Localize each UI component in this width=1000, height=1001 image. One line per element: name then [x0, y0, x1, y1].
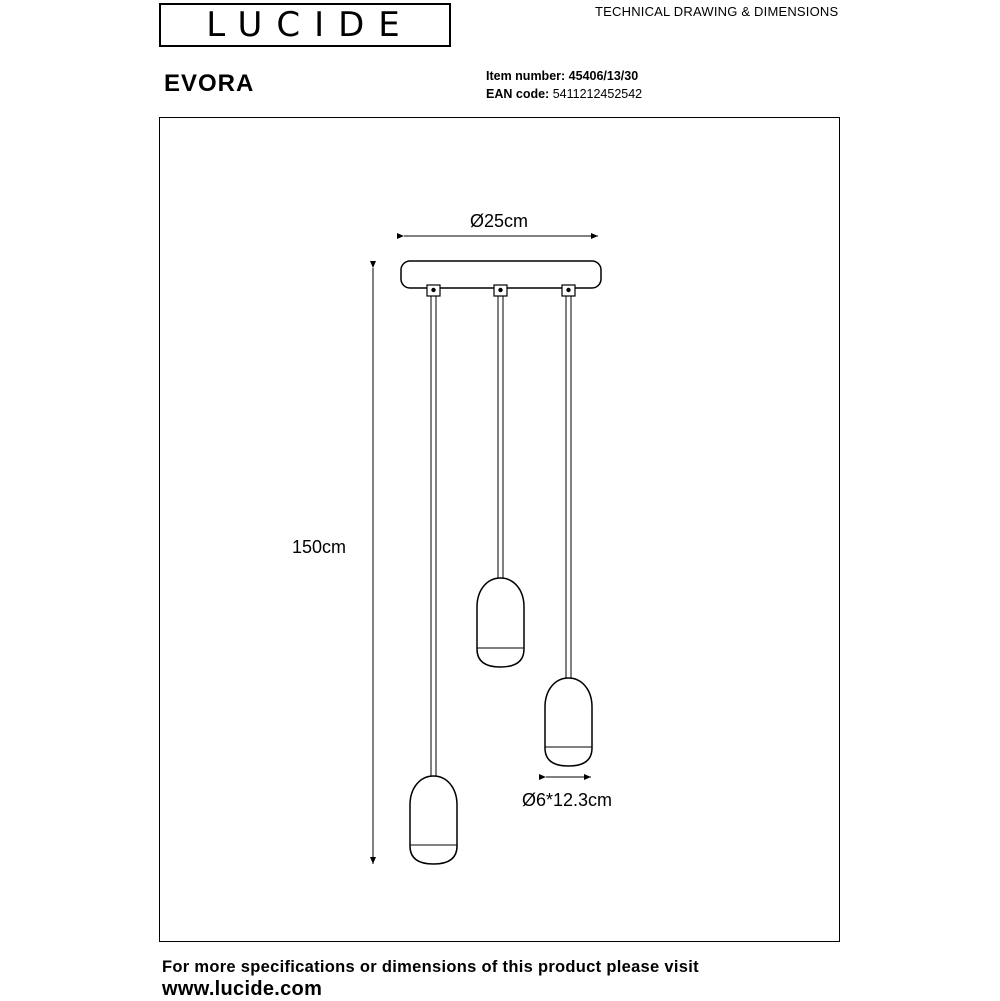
logo-text: LUCIDE — [206, 5, 414, 45]
shade-dimensions-label: Ø6*12.3cm — [522, 790, 613, 810]
pendant-shade-left — [410, 776, 457, 864]
footer-text: For more specifications or dimensions of this product please visit — [162, 958, 699, 976]
product-name: EVORA — [164, 70, 255, 97]
pendant-shade-right — [545, 678, 592, 766]
item-number-value: 45406/13/30 — [568, 69, 639, 83]
pendant-shade-middle — [477, 578, 524, 667]
website-link[interactable]: www.lucide.com — [162, 978, 323, 1000]
item-number-label: Item number: — [486, 69, 566, 83]
document-type: TECHNICAL DRAWING & DIMENSIONS — [595, 4, 839, 19]
ean-label: EAN code: — [486, 87, 550, 101]
canopy-diameter-label: Ø25cm — [470, 211, 529, 231]
canopy — [401, 261, 601, 288]
ean-value: 5411212452542 — [552, 87, 643, 101]
total-height-label: 150cm — [292, 537, 347, 557]
